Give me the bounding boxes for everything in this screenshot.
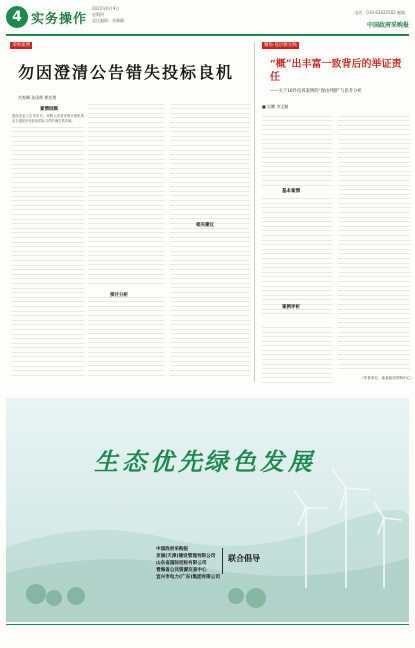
issue-editor: 责任编辑：张璐璐 [92,18,124,23]
right-col-2 [338,112,410,374]
left-article-byline: 肖家琳 张国辉 朝克鲁 [18,95,57,100]
left-col-3 [170,100,250,384]
cosign-label: 联合倡导 [228,554,260,563]
organizer-divider [222,548,223,574]
subhead-suggestions: 相关建议 [196,223,214,228]
left-col-2 [88,100,164,384]
brand-logo: 中国政府采购报 [366,22,409,29]
subhead-basic-case: 基本案情 [282,189,300,194]
section-number: 4 [6,6,28,28]
subhead-analysis: 探讨分析 [110,293,128,298]
right-col-1 [262,112,332,384]
left-article-headline: 勿因澄清公告错失投标良机 [18,63,235,82]
subhead-case-review: 案情回顾 [40,107,58,112]
organizer: 山东省国际招标有限公司 [156,561,207,566]
column-separator [254,42,255,382]
masthead [0,0,415,36]
right-article-subtitle: ——关于16件投诉案例的“理由判断”与思考分析 [270,89,362,94]
section-title: 实务操作 [31,12,88,27]
banner-slogan-b: 绿色发展 [204,448,316,476]
subhead-case-comment: 案例评析 [282,305,300,310]
author-unit-note: （作者单位：某某政府采购中心） [360,376,414,380]
footer-rule [6,624,409,625]
right-article-byline: ■ 吴鹏 李文颖 [262,104,289,109]
organizer: 京福(天津)建设管理有限公司 [156,554,216,559]
issue-info [92,6,172,24]
issue-weekday: 星期四 [92,12,104,17]
organizer: 宜兴市电力(广东)集团有限公司 [156,575,220,580]
contact-info: 电话：010-63422502 邮箱： [354,10,409,15]
right-article-headline: “概”出丰富一致背后的举证责任 [270,59,402,83]
banner-landscape-illustration [6,398,409,622]
left-col-1 [12,114,84,384]
organizer-list [156,546,220,581]
issue-date: 2022年6月9日 [92,6,120,11]
masthead-rule [6,34,409,36]
organizer: 青海省公共资源交易中心 [156,568,207,573]
banner-slogan-a: 生态优先 [94,448,206,476]
eco-banner [6,398,409,622]
organizer: 中国政府采购报 [156,547,189,552]
left-article-intro: 澄清变更公告发布后，采购人或者采购代理机构应当通知所有获取招标文件的潜在供应商。 [12,114,84,123]
left-article-tag: 采购案例 [12,43,30,48]
right-article-tag: 聚焦·基层新实践 [264,43,297,48]
